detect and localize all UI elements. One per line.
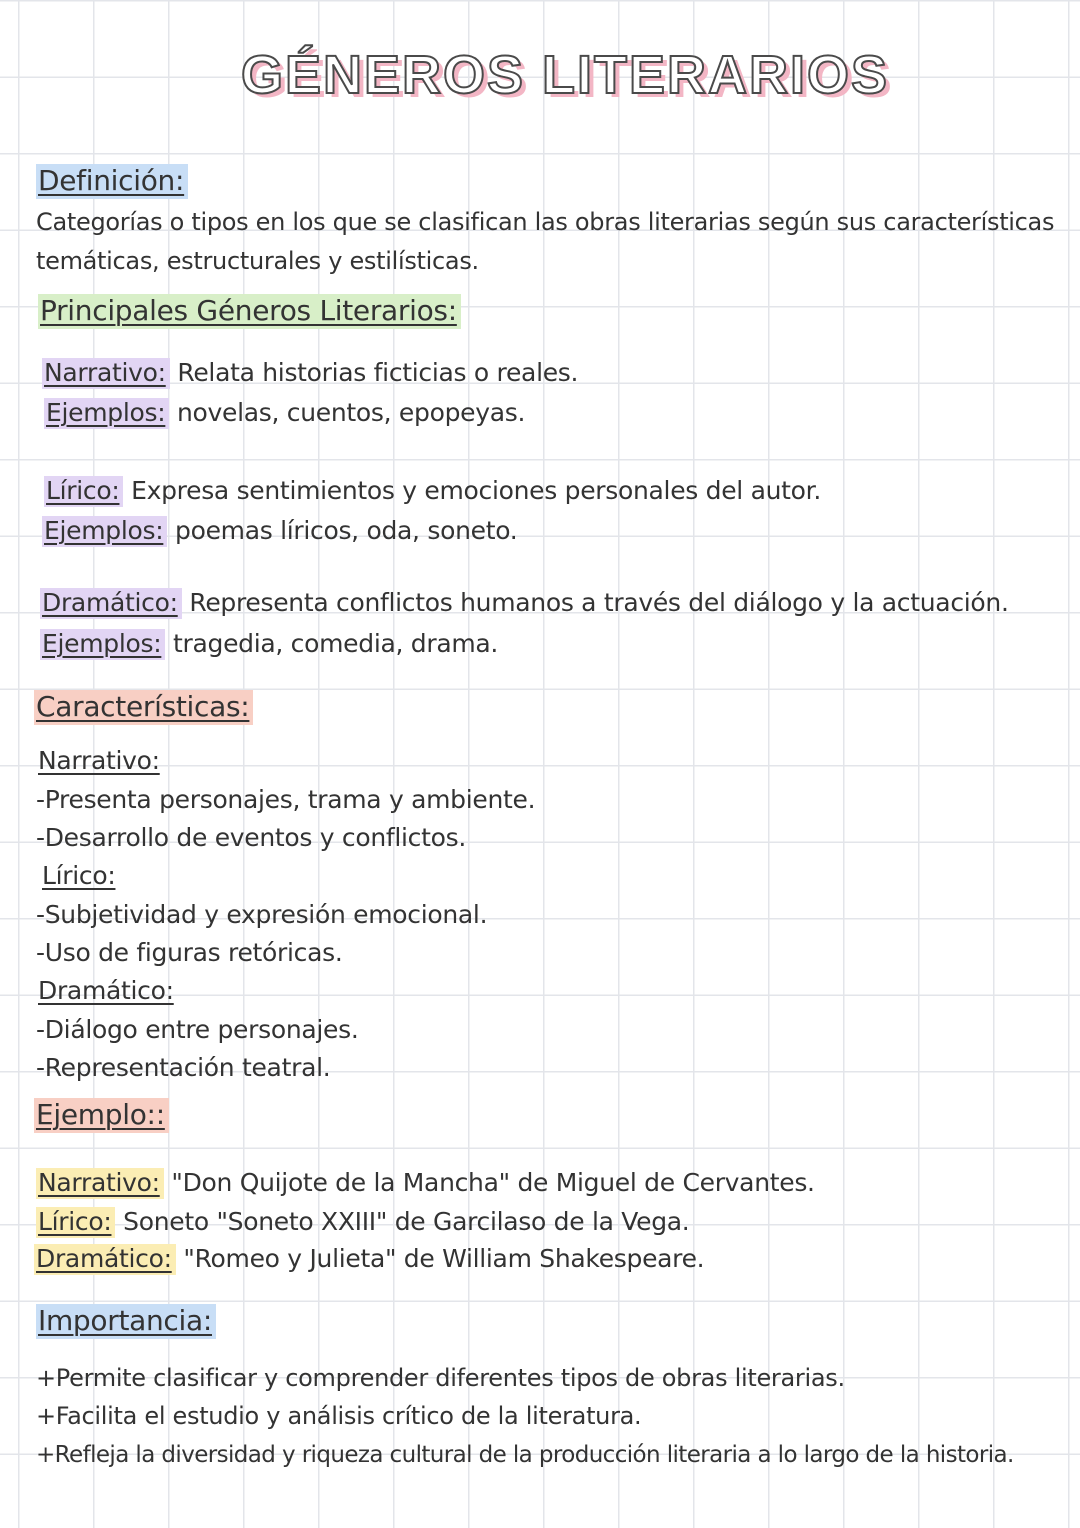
caract-dramatico-item: -Diálogo entre personajes. bbox=[36, 1015, 359, 1044]
ejemplo-lirico-label: Lírico: bbox=[36, 1207, 115, 1238]
principal-dramatico-label: Dramático: bbox=[40, 588, 182, 619]
caract-lirico-label-row bbox=[40, 859, 117, 893]
caracteristicas-heading: Características: bbox=[34, 690, 253, 725]
importancia-item: +Facilita el estudio y análisis crítico de la literatura. bbox=[36, 1402, 642, 1430]
ejemplo-dramatico-row bbox=[34, 1242, 704, 1276]
ejemplo-lirico-text: Soneto "Soneto XXIII" de Garcilaso de la Vega. bbox=[123, 1207, 690, 1236]
principal-lirico-row bbox=[44, 474, 821, 508]
definicion-heading-row bbox=[36, 164, 188, 199]
principal-narrativo-text: Relata historias ficticias o reales. bbox=[177, 358, 579, 387]
caract-lirico-label: Lírico: bbox=[42, 861, 116, 890]
caract-dramatico-label-row bbox=[36, 974, 176, 1008]
importancia-item: +Refleja la diversidad y riqueza cultural de la producción literaria a lo largo de la historia. bbox=[36, 1442, 1014, 1468]
principal-dramatico-row bbox=[40, 586, 1009, 620]
importancia-heading: Importancia: bbox=[36, 1304, 216, 1339]
caract-narrativo-label-row bbox=[36, 744, 162, 778]
ejemplo-dramatico-text: "Romeo y Julieta" de William Shakespeare. bbox=[183, 1244, 705, 1273]
caract-lirico-item: -Uso de figuras retóricas. bbox=[36, 938, 343, 967]
ejemplo-narrativo-label: Narrativo: bbox=[36, 1168, 164, 1199]
ejemplo-heading-row bbox=[34, 1098, 169, 1133]
principal-lirico-text: Expresa sentimientos y emociones personales del autor. bbox=[131, 476, 821, 505]
principal-dramatico-ejemplos-label: Ejemplos: bbox=[40, 629, 165, 660]
principal-dramatico-text: Representa conflictos humanos a través del diálogo y la actuación. bbox=[189, 588, 1009, 617]
caract-narrativo-item: -Desarrollo de eventos y conflictos. bbox=[36, 823, 466, 852]
importancia-item: +Permite clasificar y comprender diferentes tipos de obras literarias. bbox=[36, 1364, 845, 1392]
definicion-heading: Definición: bbox=[36, 164, 188, 199]
page-title: GÉNEROS LITERARIOS bbox=[240, 45, 890, 105]
caract-dramatico-item: -Representación teatral. bbox=[36, 1053, 331, 1082]
principal-narrativo-ejemplos-row bbox=[44, 396, 525, 430]
ejemplo-lirico-row bbox=[36, 1205, 689, 1239]
principal-dramatico-ejemplos-text: tragedia, comedia, drama. bbox=[173, 629, 499, 658]
caract-dramatico-label: Dramático: bbox=[38, 976, 174, 1005]
caract-lirico-item: -Subjetividad y expresión emocional. bbox=[36, 900, 488, 929]
principal-lirico-ejemplos-label: Ejemplos: bbox=[42, 516, 167, 547]
caracteristicas-heading-row bbox=[34, 690, 253, 725]
principal-lirico-ejemplos-text: poemas líricos, oda, soneto. bbox=[175, 516, 518, 545]
ejemplo-narrativo-row bbox=[36, 1166, 815, 1200]
principales-heading: Principales Géneros Literarios: bbox=[38, 294, 461, 329]
definicion-line-1: Categorías o tipos en los que se clasifican las obras literarias según sus características bbox=[36, 208, 1055, 236]
principal-dramatico-ejemplos-row bbox=[40, 627, 498, 661]
principal-narrativo-row bbox=[42, 356, 578, 390]
caract-narrativo-item: -Presenta personajes, trama y ambiente. bbox=[36, 785, 536, 814]
principales-heading-row bbox=[38, 294, 461, 329]
principal-narrativo-ejemplos-text: novelas, cuentos, epopeyas. bbox=[177, 398, 526, 427]
definicion-line-2: temáticas, estructurales y estilísticas. bbox=[36, 247, 479, 275]
ejemplo-narrativo-text: "Don Quijote de la Mancha" de Miguel de Cervantes. bbox=[171, 1168, 815, 1197]
ejemplo-dramatico-label: Dramático: bbox=[34, 1244, 176, 1275]
principal-narrativo-ejemplos-label: Ejemplos: bbox=[44, 398, 169, 429]
principal-lirico-label: Lírico: bbox=[44, 476, 123, 507]
principal-lirico-ejemplos-row bbox=[42, 514, 517, 548]
importancia-heading-row bbox=[36, 1304, 216, 1339]
ejemplo-heading: Ejemplo:: bbox=[34, 1098, 169, 1133]
caract-narrativo-label: Narrativo: bbox=[38, 746, 160, 775]
principal-narrativo-label: Narrativo: bbox=[42, 358, 170, 389]
